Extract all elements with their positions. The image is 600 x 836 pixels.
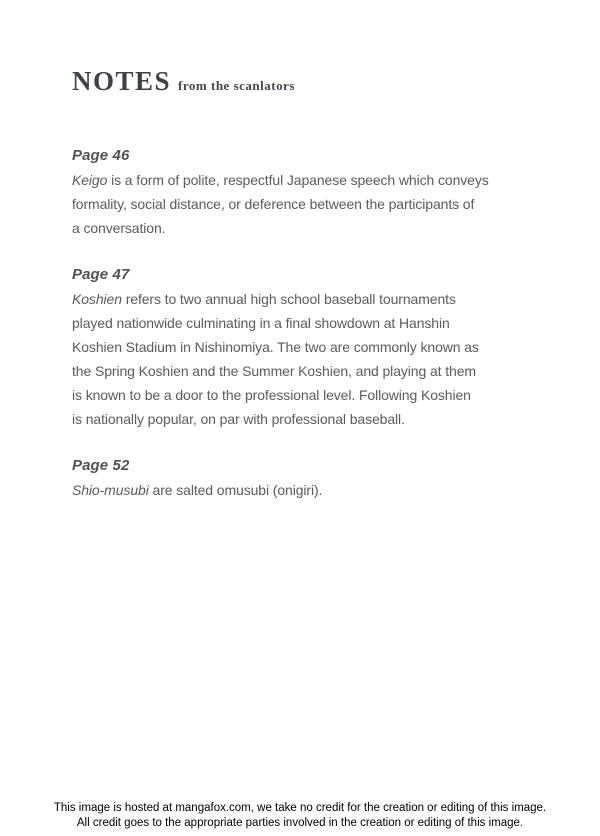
notes-title: NOTES <box>72 66 172 96</box>
disclaimer-line-2: All credit goes to the appropriate parties involved in the creation or editing of this image. <box>76 817 524 829</box>
note-line: Shio-musubi are salted omusubi (onigiri). <box>72 482 323 498</box>
note-line: Koshien refers to two annual high school baseball tournaments <box>72 291 456 307</box>
note-section-page-46 <box>72 144 542 240</box>
disclaimer-line-1: This image is hosted at mangafox.com, we take no credit for the creation or editing of this image. <box>53 802 547 814</box>
note-line: played nationwide culminating in a final showdown at Hanshin <box>72 315 450 331</box>
note-line: is nationally popular, on par with professional baseball. <box>72 411 405 427</box>
note-heading: Page 46 <box>72 147 130 164</box>
notes-page-content <box>72 66 542 525</box>
term-italic: Shio-musubi <box>72 482 149 498</box>
note-body <box>72 287 542 431</box>
note-line: a conversation. <box>72 220 166 236</box>
note-line: Keigo is a form of polite, respectful Japanese speech which conveys <box>72 172 489 188</box>
note-heading: Page 47 <box>72 266 130 283</box>
note-body <box>72 478 542 502</box>
note-section-page-52 <box>72 454 542 502</box>
note-line: formality, social distance, or deference between the participants of <box>72 196 475 212</box>
notes-content <box>72 144 542 502</box>
page-title <box>72 66 542 97</box>
note-section-page-47 <box>72 263 542 431</box>
note-line: Koshien Stadium in Nishinomiya. The two are commonly known as <box>72 339 479 355</box>
term-italic: Keigo <box>72 172 108 188</box>
hosting-disclaimer <box>0 801 600 831</box>
note-body <box>72 168 542 240</box>
term-italic: Koshien <box>72 291 122 307</box>
note-heading: Page 52 <box>72 457 130 474</box>
notes-subtitle: from the scanlators <box>178 78 295 93</box>
note-line: is known to be a door to the professional level. Following Koshien <box>72 387 471 403</box>
note-line: the Spring Koshien and the Summer Koshien, and playing at them <box>72 363 476 379</box>
